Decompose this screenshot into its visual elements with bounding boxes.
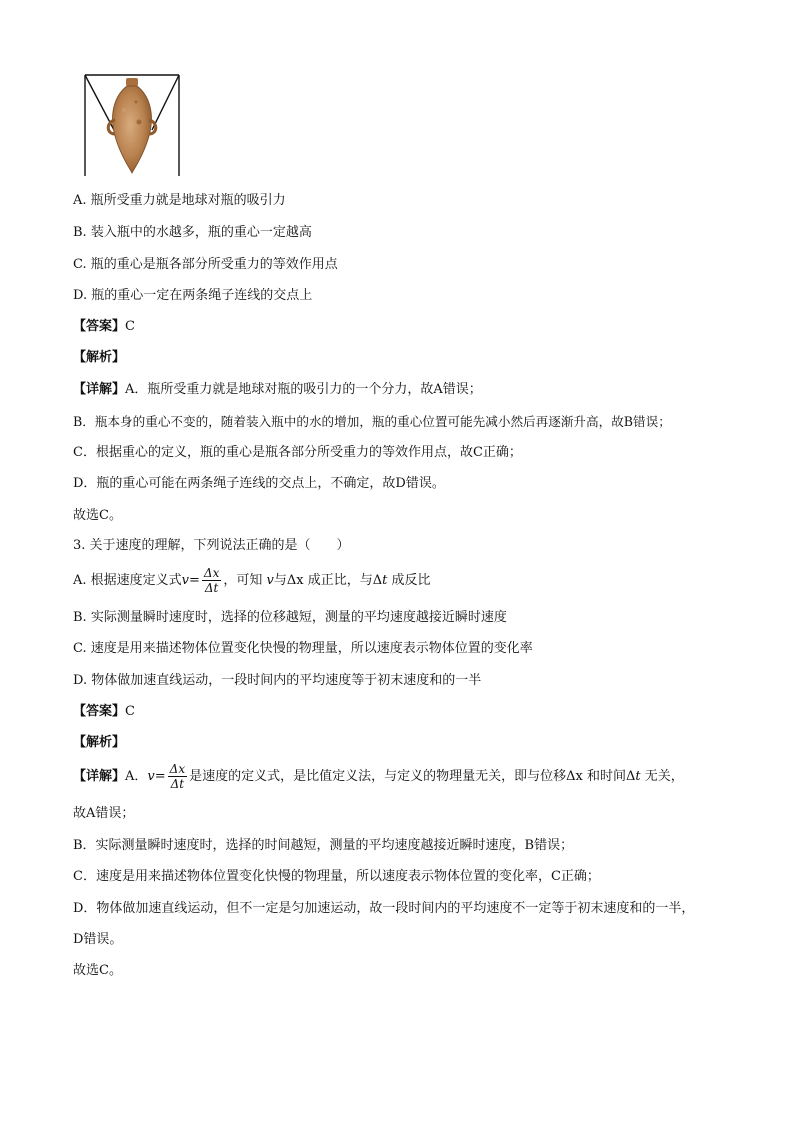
opt-a-mid2: 与Δx 成正比，与Δ <box>273 573 383 588</box>
detail-text: A．瓶所受重力就是地球对瓶的吸引力的一个分力，故A错误； <box>125 382 482 397</box>
q2-option-b: B. 装入瓶中的水越多，瓶的重心一定越高 <box>73 225 312 240</box>
equals-sign: = <box>154 769 166 784</box>
q3-option-b: B. 实际测量瞬时速度时，选择的位移越短，测量的平均速度越接近瞬时速度 <box>73 610 507 625</box>
detail-a-t: t <box>635 769 641 784</box>
q3-option-c: C. 速度是用来描述物体位置变化快慢的物理量，所以速度表示物体位置的变化率 <box>73 641 533 656</box>
q2-answer <box>73 318 135 336</box>
q3-detail-b: B．实际测量瞬时速度时，选择的时间越短，测量的平均速度越接近瞬时速度，B错误； <box>73 838 574 853</box>
equals-sign: = <box>189 573 200 588</box>
q3-detail-c: C．速度是用来描述物体位置变化快慢的物理量，所以速度表示物体位置的变化率，C正确； <box>73 869 600 884</box>
q3-detail-d: D．物体做加速直线运动，但不一定是匀加速运动，故一段时间内的平均速度不一定等于初末速度和的一半， <box>73 901 695 916</box>
q2-option-c: C. 瓶的重心是瓶各部分所受重力的等效作用点 <box>73 257 338 272</box>
opt-a-mid: ，可知 <box>223 573 267 588</box>
q2-detail-a <box>73 381 482 399</box>
formula-lhs: v <box>147 769 155 784</box>
q2-option-a: A. 瓶所受重力就是地球对瓶的吸引力 <box>73 193 286 208</box>
q3-detail-a-cont: 故A错误； <box>73 806 135 821</box>
opt-a-t: t <box>382 573 388 588</box>
opt-a-v: v <box>266 573 274 588</box>
fraction-numerator: Δx <box>203 566 220 580</box>
fraction-denominator: Δt <box>170 777 185 791</box>
q2-analysis-tag <box>73 349 125 367</box>
analysis-tag: 【解析】 <box>73 735 126 750</box>
detail-a-end: 无关， <box>640 769 684 784</box>
detail-a-text: 是速度的定义式，是比值定义法，与定义的物理量无关，即与位移Δx 和时间Δ <box>189 769 636 784</box>
amphora-figure <box>84 74 180 176</box>
q2-detail-b: B．瓶本身的重心不变的，随着装入瓶中的水的增加，瓶的重心位置可能先减小然后再逐渐升高，故B错误； <box>73 414 671 429</box>
q3-option-d: D. 物体做加速直线运动，一段时间内的平均速度等于初末速度和的一半 <box>73 673 482 688</box>
analysis-tag: 【解析】 <box>73 350 126 365</box>
velocity-fraction <box>202 566 221 595</box>
q2-detail-d: D．瓶的重心可能在两条绳子连线的交点上，不确定，故D错误。 <box>73 476 445 491</box>
fraction-denominator: Δt <box>204 581 219 595</box>
answer-tag: 【答案】 <box>73 319 126 334</box>
answer-value: C <box>125 704 135 719</box>
q2-option-d: D. 瓶的重心一定在两条绳子连线的交点上 <box>73 288 313 303</box>
opt-a-end: 成反比 <box>387 573 431 588</box>
answer-value: C <box>125 319 135 334</box>
q3-detail-a <box>73 762 684 792</box>
detail-a-prefix: A． <box>125 769 148 784</box>
fraction-numerator: Δx <box>169 762 186 776</box>
q2-conclusion: 故选C。 <box>73 508 122 523</box>
q3-stem: 3. 关于速度的理解，下列说法正确的是（ ） <box>73 538 350 553</box>
velocity-fraction <box>168 762 187 791</box>
detail-tag: 【详解】 <box>73 769 126 784</box>
q3-analysis-tag <box>73 734 125 752</box>
q2-detail-c: C．根据重心的定义，瓶的重心是瓶各部分所受重力的等效作用点，故C正确； <box>73 445 522 460</box>
opt-a-prefix: A. 根据速度定义式 <box>73 573 182 588</box>
q3-answer <box>73 703 135 721</box>
answer-tag: 【答案】 <box>73 704 126 719</box>
q3-conclusion: 故选C。 <box>73 963 122 978</box>
q3-option-a <box>73 566 430 596</box>
formula-lhs: v <box>181 573 190 588</box>
q3-detail-d-cont: D错误。 <box>73 932 123 947</box>
detail-tag: 【详解】 <box>73 382 126 397</box>
